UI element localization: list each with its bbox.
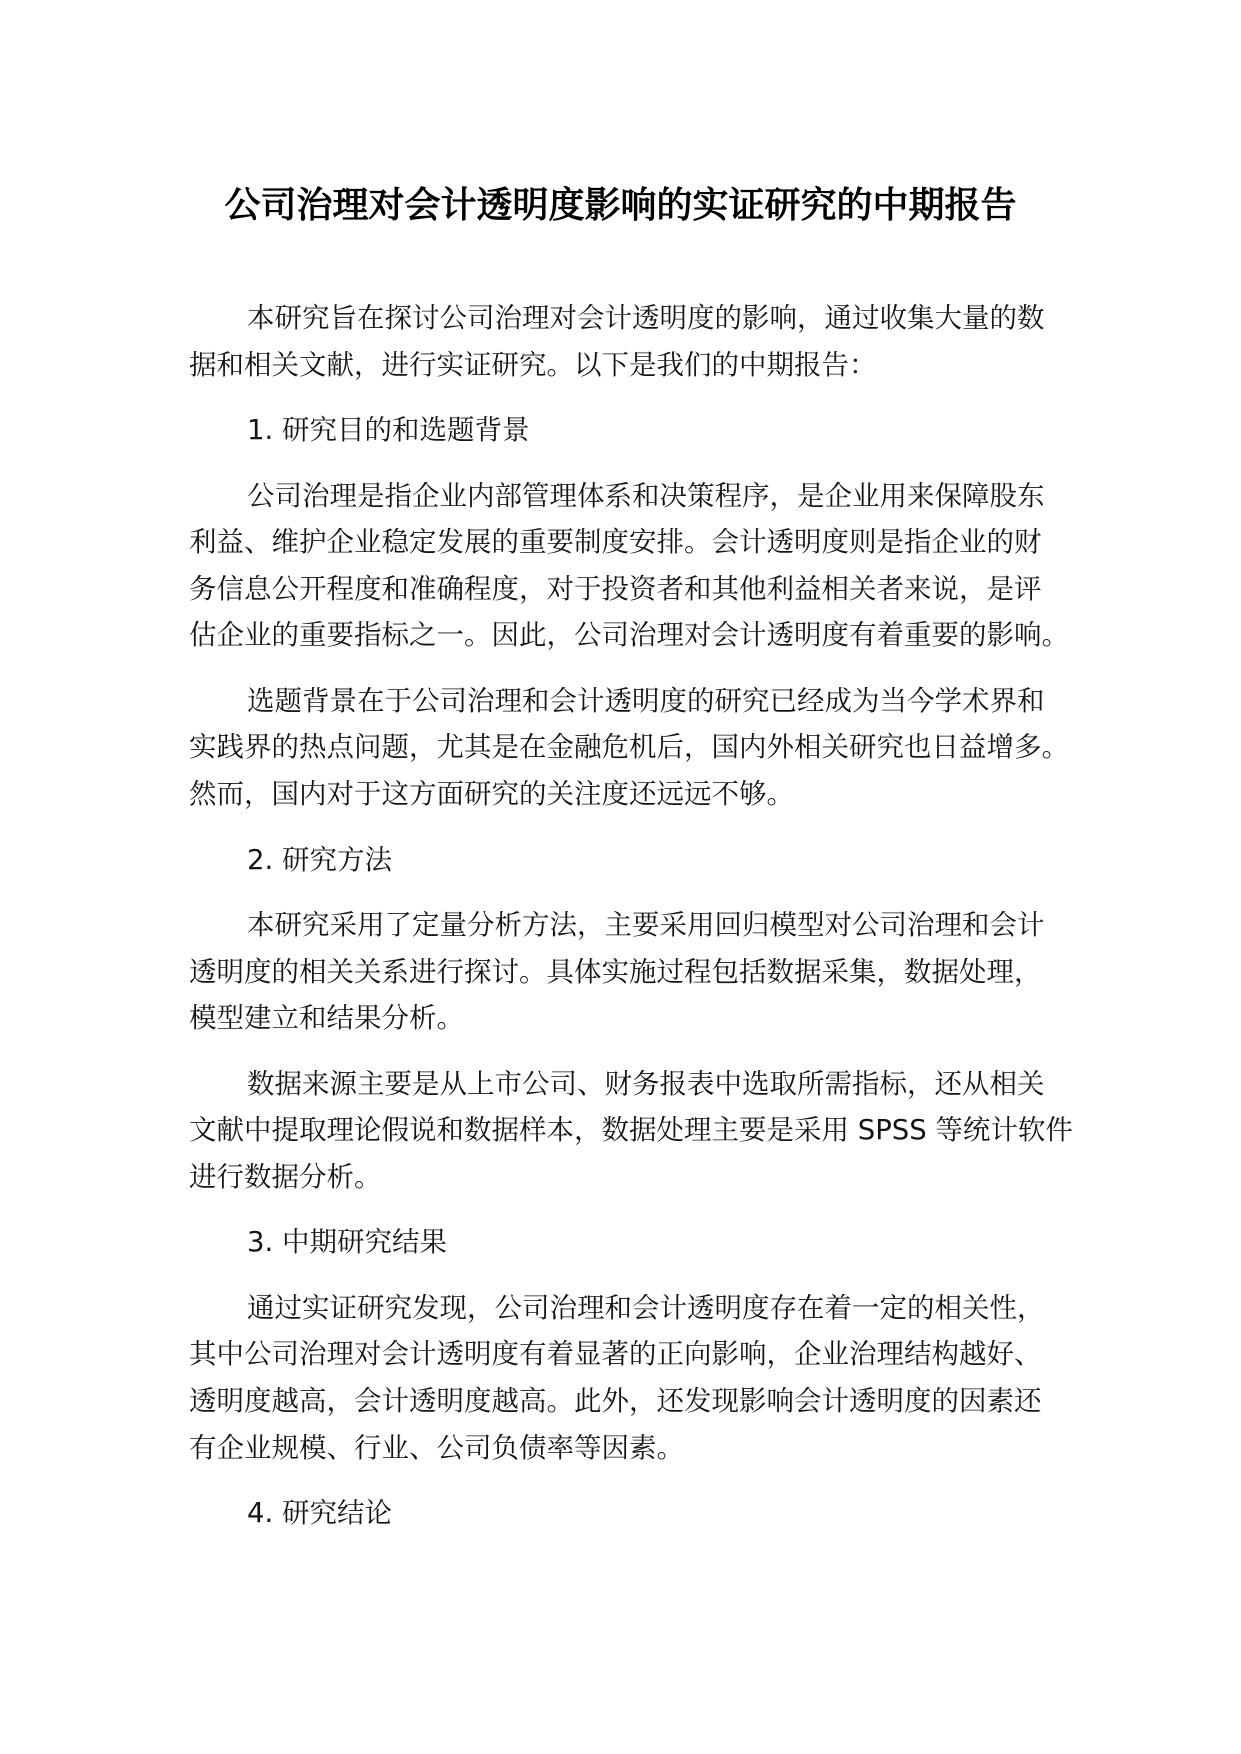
text-line: 本研究旨在探讨公司治理对会计透明度的影响，通过收集大量的数 <box>247 302 1045 334</box>
section-heading: 3. 中期研究结果 <box>247 1226 447 1259</box>
text-line: 文献中提取理论假说和数据样本，数据处理主要是采用 SPSS 等统计软件 <box>189 1114 1073 1147</box>
paragraph <box>189 902 1089 1042</box>
text-line: 透明度的相关关系进行探讨。具体实施过程包括数据采集，数据处理， <box>189 955 1042 988</box>
text-line: 实践界的热点问题，尤其是在金融危机后，国内外相关研究也日益增多。 <box>189 731 1069 764</box>
text-line: 通过实证研究发现，公司治理和会计透明度存在着一定的相关性， <box>247 1291 1045 1324</box>
text-line: 透明度越高，会计透明度越高。此外，还发现影响会计透明度的因素还 <box>189 1385 1042 1417</box>
text-line: 数据来源主要是从上市公司、财务报表中选取所需指标，还从相关 <box>247 1067 1045 1100</box>
text-line: 本研究采用了定量分析方法，主要采用回归模型对公司治理和会计 <box>247 908 1045 941</box>
text-line: 选题背景在于公司治理和会计透明度的研究已经成为当今学术界和 <box>247 684 1045 717</box>
paragraph <box>189 1285 1089 1471</box>
paragraph <box>189 678 1089 818</box>
text-line: 模型建立和结果分析。 <box>189 1002 464 1035</box>
paragraph <box>189 473 1089 659</box>
paragraph <box>189 1061 1089 1201</box>
section-heading: 2. 研究方法 <box>247 843 392 876</box>
section-heading: 4. 研究结论 <box>247 1497 392 1530</box>
document-title: 公司治理对会计透明度影响的实证研究的中期报告 <box>224 185 1017 226</box>
text-line: 公司治理是指企业内部管理体系和决策程序，是企业用来保障股东 <box>247 479 1045 512</box>
text-line: 其中公司治理对会计透明度有着显著的正向影响，企业治理结构越好、 <box>189 1338 1042 1371</box>
text-line: 估企业的重要指标之一。因此，公司治理对会计透明度有着重要的影响。 <box>189 619 1069 652</box>
intro-paragraph <box>189 295 1089 388</box>
section-heading: 1. 研究目的和选题背景 <box>247 414 530 447</box>
text-line: 务信息公开程度和准确程度，对于投资者和其他利益相关者来说，是评 <box>189 572 1042 605</box>
text-line: 利益、维护企业稳定发展的重要制度安排。会计透明度则是指企业的财 <box>189 526 1042 559</box>
text-line: 然而，国内对于这方面研究的关注度还远远不够。 <box>189 778 794 811</box>
text-line: 据和相关文献，进行实证研究。以下是我们的中期报告： <box>189 348 877 381</box>
text-line: 有企业规模、行业、公司负债率等因素。 <box>189 1431 684 1464</box>
document-body <box>189 295 1089 1556</box>
text-line: 进行数据分析。 <box>189 1160 382 1193</box>
